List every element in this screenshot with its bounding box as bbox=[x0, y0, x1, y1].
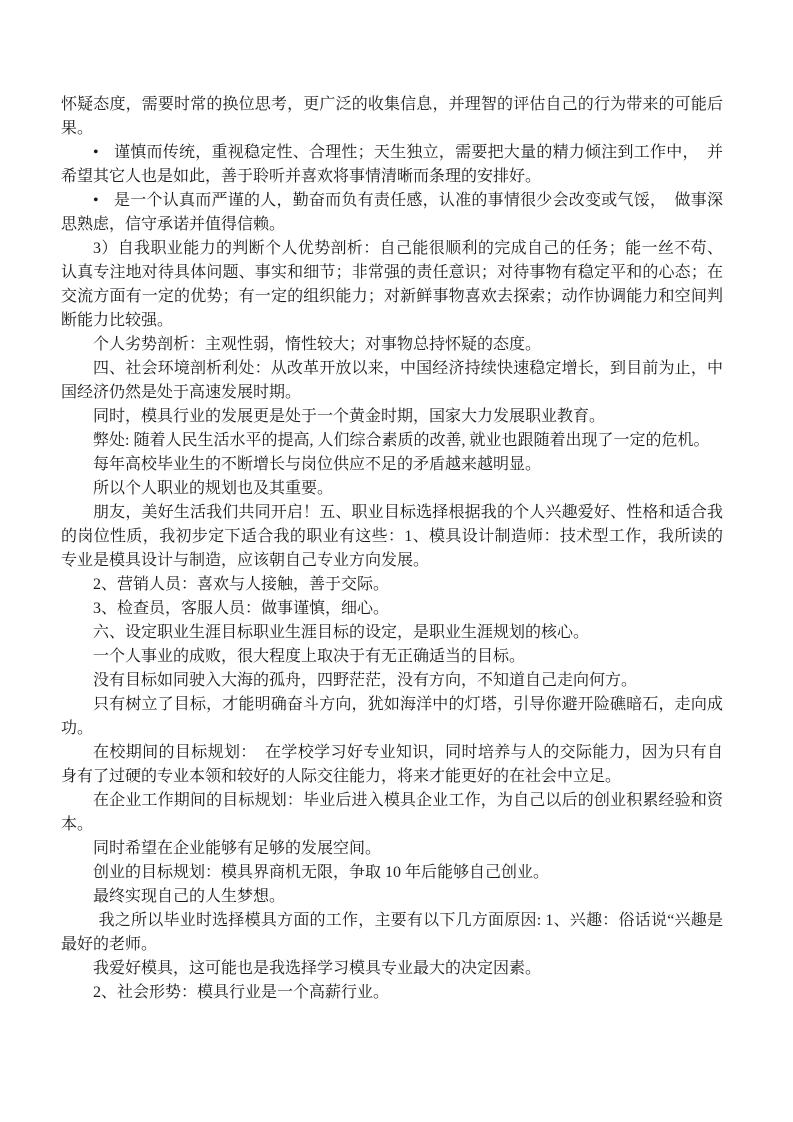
bullet-marker: • bbox=[93, 192, 99, 209]
paragraph: 弊处: 随着人民生活水平的提高, 人们综合素质的改善, 就业也跟随着出现了一定的危机。 bbox=[93, 432, 710, 449]
bullet-paragraph bbox=[61, 189, 723, 237]
bullet-paragraph bbox=[61, 141, 723, 189]
paragraph-text: 谨慎而传统，重视稳定性、合理性；天生独立，需要把大量的精力倾注到工作中， 并希望其它人也是如此，善于聆听并喜欢将事情清晰而条理的安排好。 bbox=[61, 144, 723, 185]
paragraph: 一个人事业的成败，很大程度上取决于有无正确适当的目标。 bbox=[93, 648, 526, 665]
paragraph: 每年高校毕业生的不断增长与岗位供应不足的矛盾越来越明显。 bbox=[93, 456, 542, 473]
paragraph-text: 是一个认真而严谨的人，勤奋而负有责任感，认准的事情很少会改变或气馁， 做事深思熟虑，信守承诺并值得信赖。 bbox=[61, 192, 723, 233]
paragraph: 我之所以毕业时选择模具方面的工作，主要有以下几方面原因: 1、兴趣：俗话说“兴趣是最好的老师。 bbox=[61, 912, 723, 953]
paragraph: 同时，模具行业的发展更是处于一个黄金时期，国家大力发展职业教育。 bbox=[93, 408, 606, 425]
paragraph: 怀疑态度，需要时常的换位思考，更广泛的收集信息，并理智的评估自己的行为带来的可能后果。 bbox=[61, 96, 723, 137]
paragraph: 我爱好模具，这可能也是我选择学习模具专业最大的决定因素。 bbox=[93, 960, 542, 977]
paragraph: 朋友，美好生活我们共同开启！五、职业目标选择根据我的个人兴趣爱好、性格和适合我的岗位性质，我初步定下适合我的职业有这些：1、模具设计制造师：技术型工作，我所读的专业是模具设计与制造，应该朝自己专业方向发展。 bbox=[61, 504, 723, 569]
paragraph: 2、社会形势：模具行业是一个高薪行业。 bbox=[93, 984, 390, 1001]
paragraph: 个人劣势剖析：主观性弱，惰性较大；对事物总持怀疑的态度。 bbox=[93, 336, 542, 353]
paragraph: 只有树立了目标，才能明确奋斗方向，犹如海洋中的灯塔，引导你避开险礁暗石，走向成功。 bbox=[61, 696, 723, 737]
paragraph: 同时希望在企业能够有足够的发展空间。 bbox=[93, 840, 382, 857]
paragraph: 创业的目标规划：模具界商机无限，争取 10 年后能够自己创业。 bbox=[93, 864, 550, 881]
bullet-marker: • bbox=[93, 144, 99, 161]
paragraph: 在企业工作期间的目标规划：毕业后进入模具企业工作，为自己以后的创业积累经验和资本。 bbox=[61, 792, 723, 833]
document-text bbox=[61, 93, 723, 1005]
paragraph: 3）自我职业能力的判断个人优势剖析：自己能很顺利的完成自己的任务；能一丝不苟、认真专注地对待具体问题、事实和细节；非常强的责任意识；对待事物有稳定平和的心态；在交流方面有一定的优势；有一定的组织能力；对新鲜事物喜欢去探索；动作协调能力和空间判断能力比较强。 bbox=[61, 240, 723, 329]
paragraph: 六、设定职业生涯目标职业生涯目标的设定，是职业生涯规划的核心。 bbox=[93, 624, 590, 641]
paragraph: 2、营销人员：喜欢与人接触，善于交际。 bbox=[93, 576, 390, 593]
paragraph: 四、社会环境剖析利处：从改革开放以来，中国经济持续快速稳定增长，到目前为止，中国经济仍然是处于高速发展时期。 bbox=[61, 360, 723, 401]
paragraph: 最终实现自己的人生梦想。 bbox=[93, 888, 286, 905]
paragraph: 没有目标如同驶入大海的孤舟，四野茫茫，没有方向，不知道自己走向何方。 bbox=[93, 672, 638, 689]
paragraph: 在校期间的目标规划： 在学校学习好专业知识，同时培养与人的交际能力，因为只有自身有了过硬的专业本领和较好的人际交往能力，将来才能更好的在社会中立足。 bbox=[61, 744, 723, 785]
paragraph: 所以个人职业的规划也及其重要。 bbox=[93, 480, 334, 497]
paragraph: 3、检查员，客服人员：做事谨慎，细心。 bbox=[93, 600, 390, 617]
